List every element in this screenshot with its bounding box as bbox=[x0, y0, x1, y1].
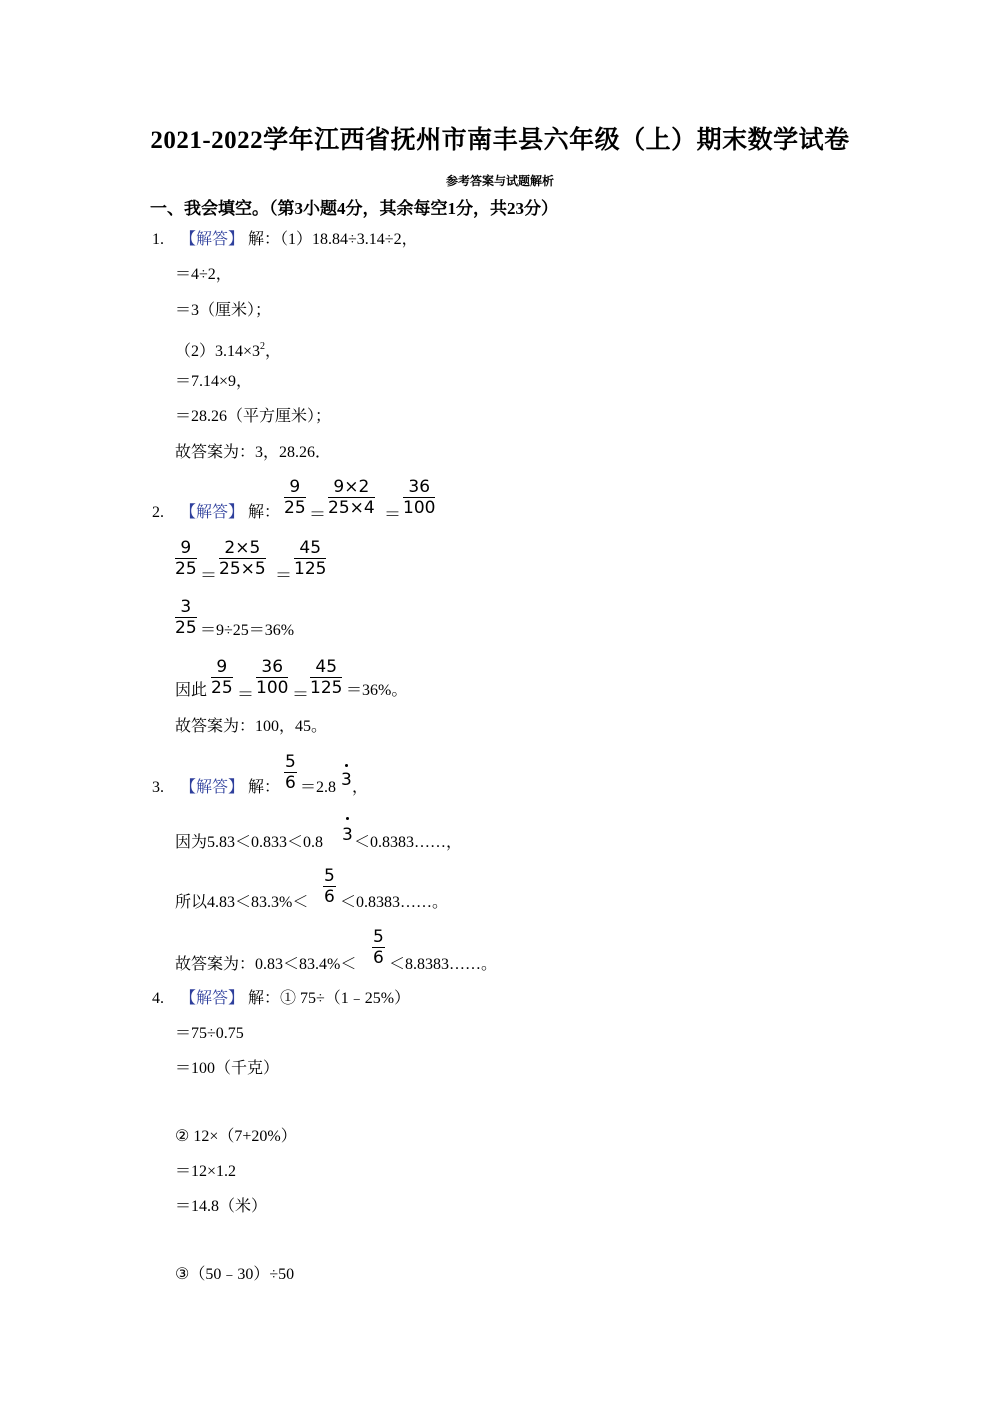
question-4-number: 4. bbox=[152, 990, 164, 1007]
question-3-number: 3. bbox=[152, 779, 164, 796]
q3-line-2-tail: ＜0.8383……， bbox=[354, 834, 463, 851]
q1-line-5: ＝7.14×9， bbox=[175, 373, 253, 390]
equals-sign: ＝ bbox=[292, 685, 309, 705]
repeating-digit: 3 bbox=[341, 770, 352, 790]
q1-exponent: 2 bbox=[260, 341, 266, 352]
page-subtitle: 参考答案与试题解析 bbox=[445, 174, 554, 188]
q3-line-3-tail: ＜0.8383……。 bbox=[340, 894, 449, 911]
q3-line-4-prefix: 故答案为：0.83＜83.4%＜ bbox=[175, 956, 357, 973]
question-2-number: 2. bbox=[152, 504, 164, 521]
answer-tag: 【解答】 bbox=[180, 504, 245, 521]
q1-line-3: ＝3（厘米）； bbox=[175, 302, 272, 319]
q4-line-7: ③（50﹣30）÷50 bbox=[175, 1266, 295, 1283]
answer-tag: 【解答】 bbox=[180, 779, 245, 796]
q1-answer: 故答案为：3，28.26． bbox=[175, 444, 332, 461]
q2-jie: 解： bbox=[248, 504, 281, 521]
equals-sign: ＝ bbox=[309, 505, 326, 525]
q1-line-4-text: （2）3.14×3 bbox=[175, 343, 261, 360]
fraction: 5 6 bbox=[324, 866, 335, 907]
page-title: 2021-2022学年江西省抚州市南丰县六年级（上）期末数学试卷 bbox=[150, 127, 850, 154]
q3-line-3-prefix: 所以4.83＜83.3%＜ bbox=[175, 894, 309, 911]
q1-line-4-comma: ， bbox=[265, 343, 282, 360]
q4-line-6: ＝14.8（米） bbox=[175, 1198, 268, 1215]
q3-jie: 解： bbox=[248, 779, 281, 796]
q3-line-1-mid: ＝2.8 bbox=[300, 779, 337, 796]
fraction: 45 125 bbox=[294, 538, 327, 579]
fraction: 36 100 bbox=[403, 477, 436, 518]
fraction: 9×2 25×4 bbox=[328, 477, 375, 518]
fraction: 9 25 bbox=[284, 477, 306, 518]
q4-line-5: ＝12×1.2 bbox=[175, 1163, 237, 1180]
repeating-digit: 3 bbox=[342, 825, 353, 845]
q3-line-2-prefix: 因为5.83＜0.833＜0.8 bbox=[175, 834, 324, 851]
fraction: 45 125 bbox=[310, 657, 343, 698]
q1-line-6: ＝28.26（平方厘米）； bbox=[175, 408, 332, 425]
q2-line-4-tail: ＝36%。 bbox=[346, 682, 408, 699]
q1-line-2: ＝4÷2， bbox=[175, 266, 232, 283]
question-1-number: 1. bbox=[152, 231, 164, 248]
q4-line-1: 解：① 75÷（1﹣25%） bbox=[248, 990, 411, 1007]
section-heading: 一、我会填空。（第3小题4分，其余每空1分，共23分） bbox=[150, 199, 558, 218]
fraction: 36 100 bbox=[256, 657, 289, 698]
q4-line-3: ＝100（千克） bbox=[175, 1060, 280, 1077]
fraction: 5 6 bbox=[373, 927, 384, 968]
fraction: 2×5 25×5 bbox=[219, 538, 266, 579]
equals-sign: ＝ bbox=[200, 566, 217, 586]
fraction: 3 25 bbox=[175, 597, 197, 638]
equals-sign: ＝ bbox=[237, 685, 254, 705]
fraction: 5 6 bbox=[285, 752, 296, 793]
q1-line-4 bbox=[175, 337, 281, 362]
q4-line-2: ＝75÷0.75 bbox=[175, 1025, 244, 1042]
fraction: 9 25 bbox=[175, 538, 197, 579]
repeating-decimal-dot bbox=[346, 817, 349, 820]
fraction: 9 25 bbox=[211, 657, 233, 698]
equals-sign: ＝ bbox=[384, 505, 401, 525]
repeating-decimal-dot bbox=[345, 764, 348, 767]
equals-sign: ＝ bbox=[275, 566, 292, 586]
q3-line-4-tail: ＜8.8383……。 bbox=[389, 956, 498, 973]
answer-tag: 【解答】 bbox=[180, 231, 245, 248]
q2-line-4-prefix: 因此 bbox=[175, 682, 208, 699]
q1-line-1: 解：（1）18.84÷3.14÷2， bbox=[248, 231, 418, 248]
q4-line-4: ② 12×（7+20%） bbox=[175, 1128, 297, 1145]
q3-line-1-tail: ， bbox=[352, 779, 369, 796]
q2-line-3-tail: ＝9÷25＝36% bbox=[200, 622, 295, 639]
answer-tag: 【解答】 bbox=[180, 990, 245, 1007]
q2-answer: 故答案为：100，45。 bbox=[175, 718, 328, 735]
